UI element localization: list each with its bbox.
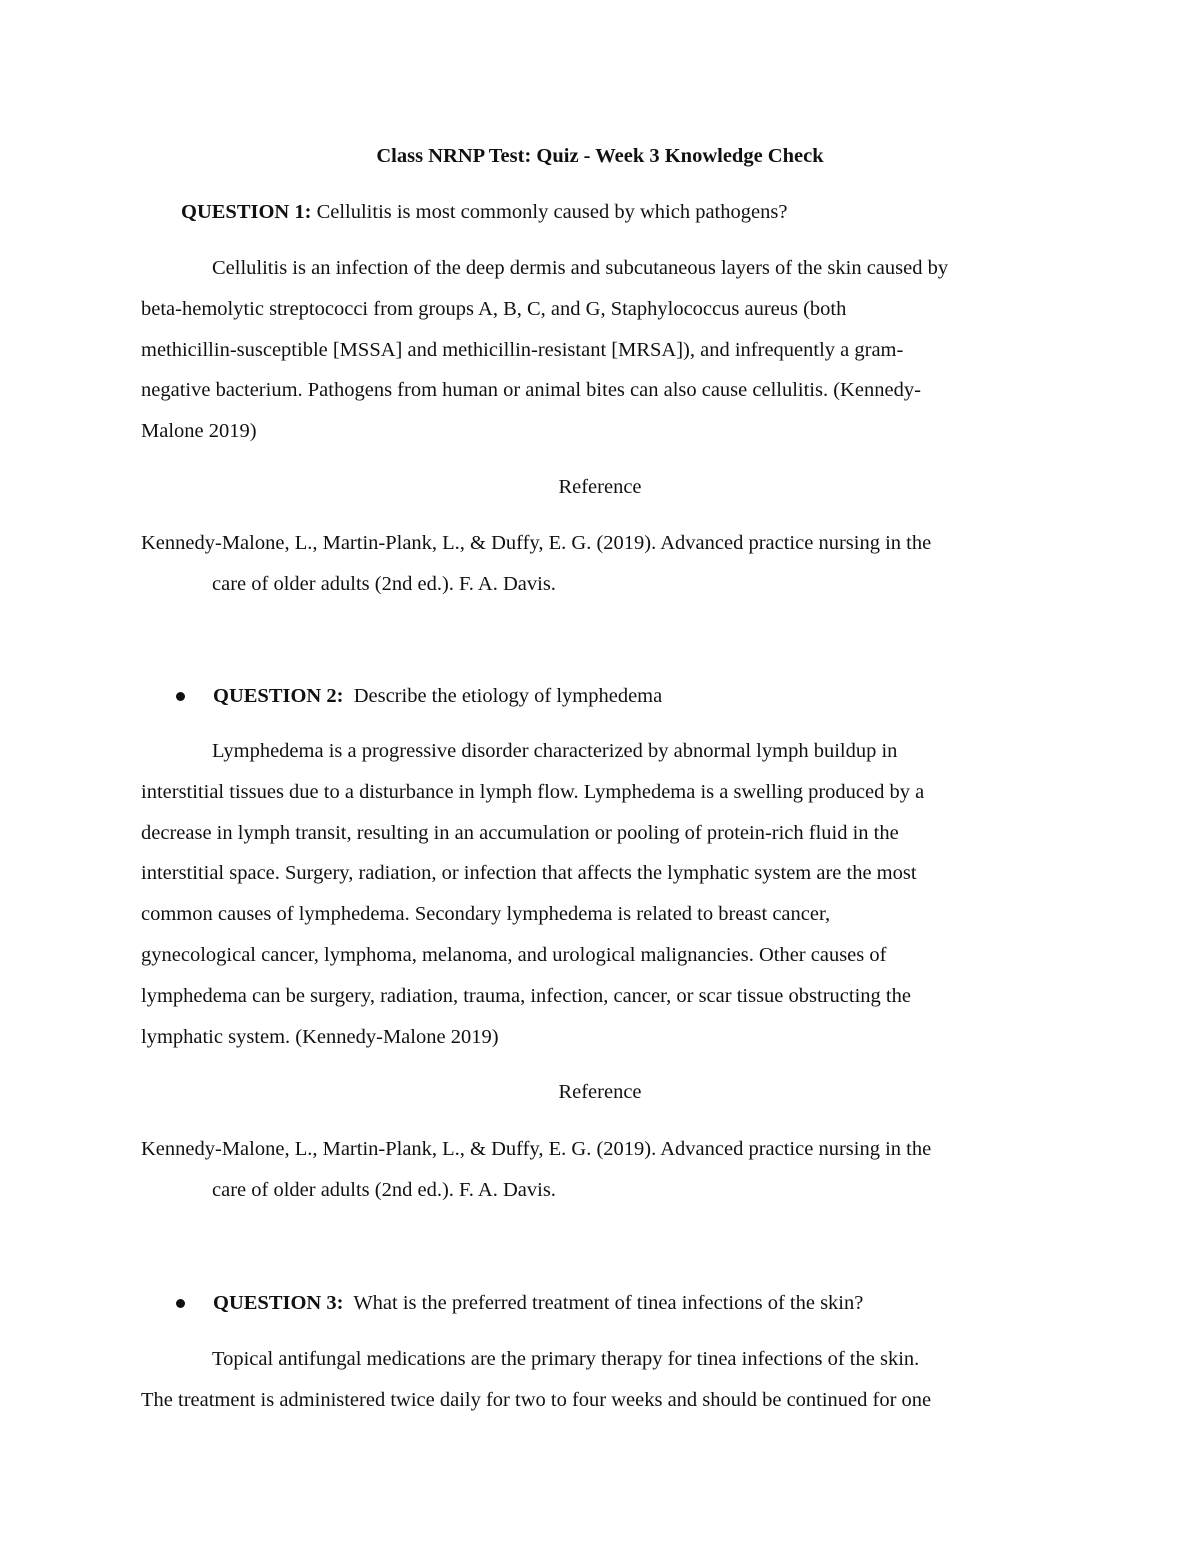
question-1-label: QUESTION 1: (181, 201, 312, 223)
reference-line: Kennedy-Malone, L., Martin-Plank, L., & Duffy, E. G. (2019). Advanced practice nursing in the (141, 1138, 932, 1160)
answer-line: methicillin-susceptible [MSSA] and methicillin-resistant [MRSA]), and infrequently a gram- (141, 338, 904, 361)
question-3-line (213, 1289, 863, 1317)
question-3-answer (141, 1339, 1061, 1421)
question-1-answer (141, 248, 1061, 452)
answer-line: negative bacterium. Pathogens from human or animal bites can also cause cellulitis. (Kennedy- (141, 379, 921, 402)
question-3-prompt: What is the preferred treatment of tinea infections of the skin? (353, 1292, 864, 1314)
question-2-label: QUESTION 2: (213, 685, 344, 707)
question-2-prompt: Describe the etiology of lymphedema (353, 685, 663, 707)
question-2-reference-heading: Reference (558, 1081, 642, 1103)
answer-line: interstitial tissues due to a disturbance in lymph flow. Lymphedema is a swelling produced by a (141, 780, 925, 803)
answer-line: gynecological cancer, lymphoma, melanoma, and urological malignancies. Other causes of (141, 943, 887, 966)
answer-line: lymphatic system. (Kennedy-Malone 2019) (141, 1025, 499, 1048)
reference-line: care of older adults (2nd ed.). F. A. Davis. (212, 572, 556, 595)
document-title: Class NRNP Test: Quiz - Week 3 Knowledge Check (376, 145, 824, 167)
question-1-prompt: Cellulitis is most commonly caused by which pathogens? (316, 201, 788, 223)
answer-line: The treatment is administered twice daily for two to four weeks and should be continued for one (141, 1388, 932, 1411)
reference-line: care of older adults (2nd ed.). F. A. Davis. (212, 1178, 556, 1201)
answer-line: beta-hemolytic streptococci from groups A, B, C, and G, Staphylococcus aureus (both (141, 297, 847, 320)
question-1-reference-entry (141, 523, 1061, 605)
answer-line: Cellulitis is an infection of the deep dermis and subcutaneous layers of the skin caused by (212, 257, 949, 279)
answer-line: interstitial space. Surgery, radiation, or infection that affects the lymphatic system are the most (141, 862, 917, 885)
bullet-icon (176, 692, 185, 701)
answer-line: Malone 2019) (141, 420, 257, 443)
reference-line: Kennedy-Malone, L., Martin-Plank, L., & Duffy, E. G. (2019). Advanced practice nursing in the (141, 532, 932, 554)
question-3-label: QUESTION 3: (213, 1292, 344, 1314)
question-2-line (213, 682, 662, 710)
answer-line: Topical antifungal medications are the primary therapy for tinea infections of the skin. (212, 1348, 920, 1370)
question-1-reference-heading: Reference (558, 476, 642, 498)
question-2-answer (141, 731, 1061, 1057)
bullet-icon (176, 1299, 185, 1308)
answer-line: common causes of lymphedema. Secondary lymphedema is related to breast cancer, (141, 903, 831, 926)
answer-line: Lymphedema is a progressive disorder characterized by abnormal lymph buildup in (212, 740, 898, 762)
question-1-line (181, 198, 787, 226)
answer-line: decrease in lymph transit, resulting in an accumulation or pooling of protein-rich fluid in the (141, 821, 899, 844)
answer-line: lymphedema can be surgery, radiation, trauma, infection, cancer, or scar tissue obstructing the (141, 984, 911, 1007)
question-2-reference-entry (141, 1129, 1061, 1211)
